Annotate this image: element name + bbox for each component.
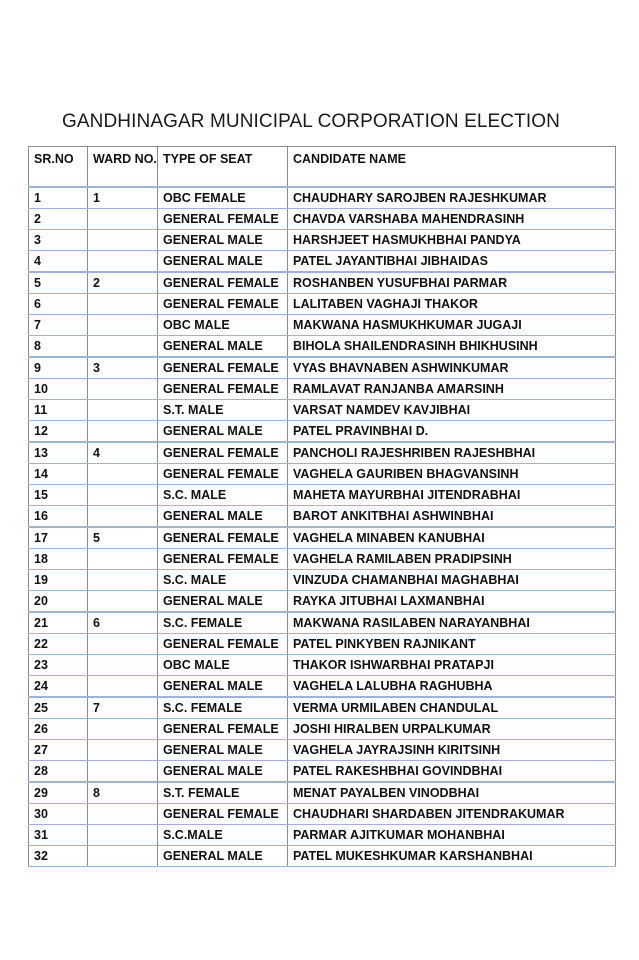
cell-ward-no: 2 [88,272,158,294]
cell-candidate-name: MAHETA MAYURBHAI JITENDRABHAI [288,484,616,505]
cell-ward-no [88,229,158,250]
cell-candidate-name: VYAS BHAVNABEN ASHWINKUMAR [288,357,616,379]
cell-candidate-name: CHAUDHARI SHARDABEN JITENDRAKUMAR [288,803,616,824]
cell-ward-no: 6 [88,612,158,634]
cell-sr-no: 9 [29,357,88,379]
cell-sr-no: 22 [29,633,88,654]
cell-ward-no [88,760,158,782]
cell-ward-no [88,505,158,527]
table-row [29,612,616,634]
cell-seat-type: GENERAL FEMALE [158,293,288,314]
table-body [29,187,616,867]
page-title: GANDHINAGAR MUNICIPAL CORPORATION ELECTION [62,111,560,132]
cell-seat-type: GENERAL FEMALE [158,208,288,229]
cell-ward-no [88,590,158,612]
cell-seat-type: GENERAL MALE [158,590,288,612]
cell-ward-no [88,803,158,824]
table-row [29,739,616,760]
cell-sr-no: 28 [29,760,88,782]
cell-sr-no: 24 [29,675,88,697]
table-row [29,718,616,739]
cell-candidate-name: PANCHOLI RAJESHRIBEN RAJESHBHAI [288,442,616,464]
cell-seat-type: GENERAL FEMALE [158,357,288,379]
table-row [29,187,616,209]
table-row [29,463,616,484]
cell-candidate-name: PARMAR AJITKUMAR MOHANBHAI [288,824,616,845]
cell-sr-no: 3 [29,229,88,250]
cell-seat-type: GENERAL FEMALE [158,548,288,569]
cell-sr-no: 21 [29,612,88,634]
cell-ward-no [88,633,158,654]
cell-sr-no: 11 [29,399,88,420]
cell-seat-type: GENERAL FEMALE [158,272,288,294]
cell-candidate-name: VAGHELA LALUBHA RAGHUBHA [288,675,616,697]
table-row [29,208,616,229]
cell-ward-no [88,548,158,569]
cell-ward-no [88,293,158,314]
cell-seat-type: GENERAL MALE [158,845,288,866]
cell-candidate-name: VARSAT NAMDEV KAVJIBHAI [288,399,616,420]
table-row [29,760,616,782]
cell-candidate-name: VAGHELA GAURIBEN BHAGVANSINH [288,463,616,484]
table-row [29,399,616,420]
cell-seat-type: GENERAL FEMALE [158,463,288,484]
cell-ward-no [88,463,158,484]
cell-seat-type: GENERAL MALE [158,229,288,250]
cell-ward-no [88,718,158,739]
cell-ward-no [88,208,158,229]
cell-sr-no: 4 [29,250,88,272]
table-row [29,272,616,294]
cell-candidate-name: PATEL PRAVINBHAI D. [288,420,616,442]
cell-candidate-name: BIHOLA SHAILENDRASINH BHIKHUSINH [288,335,616,357]
table-row [29,420,616,442]
cell-sr-no: 26 [29,718,88,739]
table-row [29,335,616,357]
cell-seat-type: GENERAL MALE [158,335,288,357]
candidates-table [28,146,616,867]
table-row [29,229,616,250]
cell-candidate-name: BAROT ANKITBHAI ASHWINBHAI [288,505,616,527]
cell-sr-no: 10 [29,378,88,399]
cell-seat-type: GENERAL MALE [158,505,288,527]
cell-seat-type: S.T. MALE [158,399,288,420]
cell-sr-no: 14 [29,463,88,484]
cell-ward-no [88,335,158,357]
cell-seat-type: S.C. MALE [158,569,288,590]
cell-candidate-name: CHAUDHARY SAROJBEN RAJESHKUMAR [288,187,616,209]
cell-seat-type: GENERAL FEMALE [158,633,288,654]
cell-seat-type: GENERAL MALE [158,420,288,442]
cell-seat-type: S.C.MALE [158,824,288,845]
cell-candidate-name: VAGHELA RAMILABEN PRADIPSINH [288,548,616,569]
table-row [29,484,616,505]
table-row [29,654,616,675]
cell-ward-no [88,845,158,866]
cell-seat-type: OBC MALE [158,654,288,675]
cell-ward-no: 5 [88,527,158,549]
cell-candidate-name: VAGHELA MINABEN KANUBHAI [288,527,616,549]
cell-sr-no: 30 [29,803,88,824]
cell-sr-no: 29 [29,782,88,804]
cell-seat-type: S.C. MALE [158,484,288,505]
cell-seat-type: GENERAL MALE [158,739,288,760]
header-candidate-name: CANDIDATE NAME [288,147,616,187]
cell-ward-no: 8 [88,782,158,804]
cell-sr-no: 25 [29,697,88,719]
cell-candidate-name: PATEL PINKYBEN RAJNIKANT [288,633,616,654]
table-row [29,824,616,845]
cell-sr-no: 2 [29,208,88,229]
cell-sr-no: 8 [29,335,88,357]
cell-candidate-name: CHAVDA VARSHABA MAHENDRASINH [288,208,616,229]
cell-candidate-name: PATEL RAKESHBHAI GOVINDBHAI [288,760,616,782]
table-row [29,505,616,527]
cell-candidate-name: PATEL MUKESHKUMAR KARSHANBHAI [288,845,616,866]
cell-sr-no: 5 [29,272,88,294]
cell-sr-no: 6 [29,293,88,314]
cell-sr-no: 13 [29,442,88,464]
cell-sr-no: 19 [29,569,88,590]
cell-seat-type: GENERAL FEMALE [158,442,288,464]
table-row [29,633,616,654]
table-row [29,845,616,866]
cell-sr-no: 16 [29,505,88,527]
cell-seat-type: OBC FEMALE [158,187,288,209]
cell-ward-no [88,484,158,505]
cell-candidate-name: MAKWANA RASILABEN NARAYANBHAI [288,612,616,634]
cell-seat-type: GENERAL MALE [158,760,288,782]
table-row [29,527,616,549]
cell-candidate-name: LALITABEN VAGHAJI THAKOR [288,293,616,314]
table-row [29,442,616,464]
cell-seat-type: GENERAL FEMALE [158,378,288,399]
cell-candidate-name: HARSHJEET HASMUKHBHAI PANDYA [288,229,616,250]
cell-ward-no: 7 [88,697,158,719]
table-row [29,590,616,612]
cell-seat-type: GENERAL FEMALE [158,527,288,549]
cell-sr-no: 15 [29,484,88,505]
header-type-of-seat: TYPE OF SEAT [158,147,288,187]
table-row [29,782,616,804]
cell-candidate-name: VERMA URMILABEN CHANDULAL [288,697,616,719]
cell-candidate-name: VINZUDA CHAMANBHAI MAGHABHAI [288,569,616,590]
table-row [29,378,616,399]
cell-seat-type: S.C. FEMALE [158,612,288,634]
table-row [29,569,616,590]
cell-candidate-name: JOSHI HIRALBEN URPALKUMAR [288,718,616,739]
table-row [29,697,616,719]
cell-seat-type: GENERAL MALE [158,250,288,272]
table-row [29,357,616,379]
cell-sr-no: 12 [29,420,88,442]
cell-seat-type: OBC MALE [158,314,288,335]
cell-seat-type: S.C. FEMALE [158,697,288,719]
cell-candidate-name: MENAT PAYALBEN VINODBHAI [288,782,616,804]
cell-ward-no: 1 [88,187,158,209]
cell-ward-no [88,569,158,590]
cell-ward-no [88,675,158,697]
cell-candidate-name: PATEL JAYANTIBHAI JIBHAIDAS [288,250,616,272]
header-ward-no: WARD NO. [88,147,158,187]
header-row [29,147,616,187]
cell-candidate-name: ROSHANBEN YUSUFBHAI PARMAR [288,272,616,294]
cell-candidate-name: RAYKA JITUBHAI LAXMANBHAI [288,590,616,612]
cell-ward-no [88,314,158,335]
table-row [29,803,616,824]
cell-sr-no: 31 [29,824,88,845]
cell-seat-type: S.T. FEMALE [158,782,288,804]
cell-ward-no: 4 [88,442,158,464]
table-row [29,675,616,697]
cell-ward-no [88,654,158,675]
cell-ward-no [88,399,158,420]
cell-ward-no: 3 [88,357,158,379]
table-row [29,314,616,335]
cell-sr-no: 1 [29,187,88,209]
cell-candidate-name: RAMLAVAT RANJANBA AMARSINH [288,378,616,399]
cell-candidate-name: MAKWANA HASMUKHKUMAR JUGAJI [288,314,616,335]
header-sr-no: SR.NO [29,147,88,187]
cell-seat-type: GENERAL FEMALE [158,718,288,739]
cell-ward-no [88,378,158,399]
cell-sr-no: 17 [29,527,88,549]
cell-candidate-name: THAKOR ISHWARBHAI PRATAPJI [288,654,616,675]
table-row [29,548,616,569]
cell-seat-type: GENERAL FEMALE [158,803,288,824]
cell-ward-no [88,739,158,760]
cell-sr-no: 20 [29,590,88,612]
cell-sr-no: 27 [29,739,88,760]
cell-ward-no [88,420,158,442]
cell-sr-no: 23 [29,654,88,675]
table-row [29,250,616,272]
cell-ward-no [88,250,158,272]
cell-candidate-name: VAGHELA JAYRAJSINH KIRITSINH [288,739,616,760]
cell-ward-no [88,824,158,845]
cell-sr-no: 32 [29,845,88,866]
cell-sr-no: 18 [29,548,88,569]
cell-seat-type: GENERAL MALE [158,675,288,697]
cell-sr-no: 7 [29,314,88,335]
table-header [29,147,616,187]
table-row [29,293,616,314]
